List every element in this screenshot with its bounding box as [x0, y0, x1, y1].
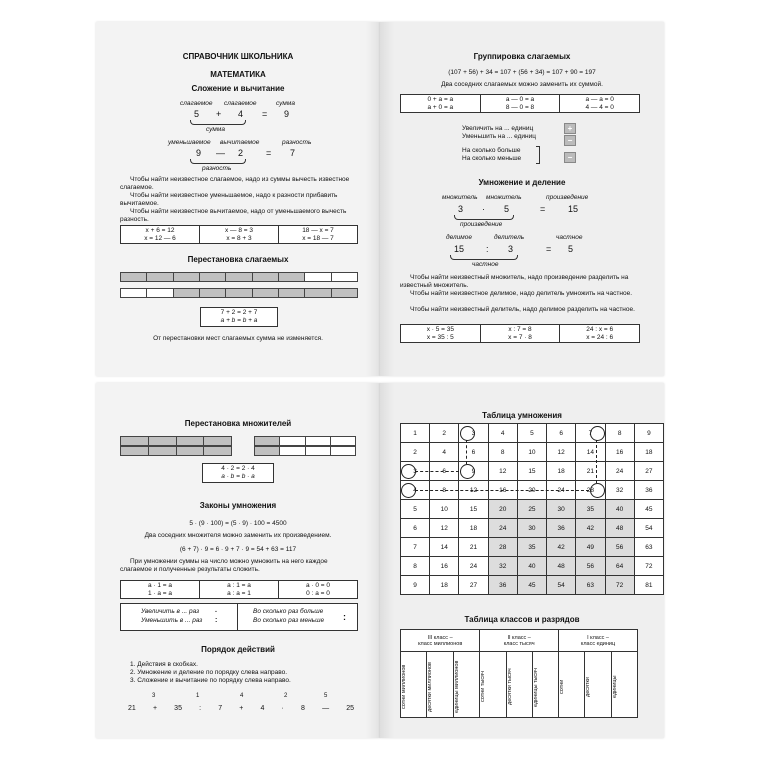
divisor-label: делитель [494, 234, 525, 241]
increase-times: Увеличить в ... раз [141, 608, 200, 615]
mult-table-cell: 35 [517, 538, 546, 557]
order-mark-2: 1 [196, 693, 200, 699]
associative-law: 5 · (9 · 100) = (5 · 9) · 100 = 4500 [189, 520, 287, 527]
mult-table-row [401, 557, 664, 576]
mult-table-cell: 40 [517, 557, 546, 576]
add-num-2: 4 [238, 109, 244, 119]
mult-table-cell: 6 [430, 462, 459, 481]
mult-table-cell: 56 [576, 557, 605, 576]
mult-table-cell: 10 [517, 443, 546, 462]
order-token: 4 [260, 705, 265, 712]
muldiv-example-1: x · 5 = 35 x = 35 : 5 [401, 325, 481, 342]
circle-marker [460, 464, 475, 479]
mult-table-cell: 14 [430, 538, 459, 557]
order-mark-4: 2 [284, 693, 288, 699]
add-eq: = [262, 109, 268, 119]
div-eq: = [546, 244, 552, 254]
how-many-times-less: Во сколько раз меньше [253, 617, 325, 624]
div-num-2: 3 [508, 244, 514, 254]
associative-rule: Два соседних множителя можно заменить их произведением. [144, 532, 332, 539]
mult-table-row [401, 538, 664, 557]
commutative-addition-box [200, 307, 278, 327]
mult-table-cell: 9 [634, 424, 663, 443]
digit-tens: десятки [585, 677, 592, 697]
product-label-top: произведение [546, 194, 589, 201]
commutative-addition-formula: a + b = b + a [220, 317, 258, 324]
mult-table-cell: 42 [547, 538, 576, 557]
mult-table-cell: 5 [517, 424, 546, 443]
sum-label-top: сумма [276, 100, 295, 107]
dashed-guide [466, 440, 467, 464]
mult-table-cell: 20 [488, 500, 517, 519]
section-title-mult-laws: Законы умножения [199, 501, 277, 510]
mult-table-cell: 21 [459, 538, 488, 557]
commutative-addition-rule: От перестановки мест слагаемых сумма не изменяется. [153, 335, 323, 342]
mult-table-cell: 6 [459, 443, 488, 462]
mult-table-cell: 30 [517, 519, 546, 538]
mult-table-cell: 8 [488, 443, 517, 462]
sub-result: 7 [290, 148, 296, 158]
subject-title: МАТЕМАТИКА [210, 70, 266, 79]
commutative-addition-example: 7 + 2 = 2 + 7 [220, 309, 258, 316]
factor-label-1: множитель [442, 194, 478, 201]
mult-table-cell: 35 [576, 500, 605, 519]
class-units-header: I класс – класс единиц [559, 630, 638, 652]
mul-eq: = [540, 204, 546, 214]
sum-label-bottom: сумма [206, 126, 225, 133]
product-brace [454, 215, 514, 220]
section-title-mult-table: Таблица умножения [482, 411, 562, 420]
rule-unknown-dividend: Чтобы найти неизвестное делимое, надо делитель умножить на частное. [410, 290, 633, 297]
minus-icon: − [564, 135, 576, 146]
product-label-bottom: произведение [460, 221, 503, 228]
mult-table-cell: 54 [547, 576, 576, 595]
mult-table-cell: 4 [401, 481, 430, 500]
difference-label-top: разность [282, 139, 312, 146]
circle-marker [401, 464, 416, 479]
factor-bar-right-bottom [254, 446, 356, 456]
mult-table-row [401, 500, 664, 519]
mult-table-cell: 42 [576, 519, 605, 538]
mult-table-cell: 36 [547, 519, 576, 538]
factor-bar-left-bottom [120, 446, 232, 456]
rule-unknown-factor: Чтобы найти неизвестный множитель, надо произведение разделить на известный множитель. [400, 274, 629, 289]
mult-table-cell: 63 [576, 576, 605, 595]
mult-table-cell: 12 [488, 462, 517, 481]
mult-table-cell: 8 [605, 424, 634, 443]
order-mark-5: 5 [324, 693, 328, 699]
order-token: 35 [174, 705, 182, 712]
mult-table-cell: 40 [605, 500, 634, 519]
section-title-addsub: Сложение и вычитание [191, 84, 285, 93]
commutative-mult-formula: a · b = b · a [221, 473, 255, 480]
mult-table-cell: 7 [401, 538, 430, 557]
mult-table-cell: 32 [488, 557, 517, 576]
mul-result: 15 [568, 204, 579, 214]
mult-table-cell: 28 [488, 538, 517, 557]
zero-prop-2: a — 0 = a 8 — 0 = 8 [481, 95, 561, 112]
mult-table-cell: 3 [459, 424, 488, 443]
section-title-classes: Таблица классов и разрядов [464, 615, 580, 624]
bar-diagram-bottom [120, 288, 358, 298]
example-2: x — 8 = 3 x = 8 + 3 [200, 226, 279, 243]
page-addition-subtraction [96, 22, 380, 376]
compare-bracket [536, 146, 540, 164]
order-token: 8 [301, 705, 305, 712]
mul-op: · [482, 204, 485, 214]
mult-table-row [401, 443, 664, 462]
mult-table-cell: 64 [605, 557, 634, 576]
examples-box [120, 225, 358, 244]
circle-marker [460, 426, 475, 441]
rule-unknown-subtrahend: Чтобы найти неизвестное вычитаемое, надо от уменьшаемого вычесть разность. [120, 208, 347, 223]
factor-bar-left-top [120, 436, 232, 446]
identity-properties-box [120, 580, 358, 599]
addend-label-2: слагаемое [224, 100, 257, 107]
rule-unknown-addend: Чтобы найти неизвестное слагаемое, надо из суммы вычесть известное слагаемое. [120, 176, 350, 191]
mult-table-cell: 4 [430, 443, 459, 462]
order-token: + [152, 705, 158, 712]
mult-table-cell: 48 [605, 519, 634, 538]
sub-num-1: 9 [196, 148, 202, 158]
mult-table-cell: 9 [401, 576, 430, 595]
mult-table-cell: 56 [605, 538, 634, 557]
digit-ten-thousands: десятки тысяч [506, 668, 513, 706]
mult-table-cell: 18 [634, 443, 663, 462]
mult-table-cell: 45 [634, 500, 663, 519]
div-result: 5 [568, 244, 574, 254]
identity-prop-1: a · 1 = a 1 · a = a [121, 581, 200, 598]
mult-table-cell: 8 [401, 557, 430, 576]
grouping-equation: (107 + 56) + 34 = 107 + (56 + 34) = 107 + 90 = 197 [448, 69, 596, 76]
mult-table-cell: 18 [459, 519, 488, 538]
class-thousands-header: II класс – класс тысяч [480, 630, 559, 652]
minuend-label: уменьшаемое [168, 139, 211, 146]
increase-by-units: Увеличить на ... единиц [462, 125, 534, 132]
digit-units: единицы [611, 675, 618, 699]
mult-table-cell: 2 [430, 424, 459, 443]
mult-table-cell: 7 [576, 424, 605, 443]
mult-table-cell: 63 [634, 538, 663, 557]
mult-table-cell: 81 [634, 576, 663, 595]
order-token: — [322, 705, 330, 712]
difference-label-bottom: разность [202, 165, 232, 172]
distributive-law: (6 + 7) · 9 = 6 · 9 + 7 · 9 = 54 + 63 = 117 [179, 546, 297, 553]
example-1: x + 6 = 12 x = 12 — 6 [121, 226, 200, 243]
mult-table-cell: 24 [547, 481, 576, 500]
order-token: 25 [346, 705, 354, 712]
how-much-more: На сколько больше [462, 147, 521, 154]
mult-table-row [401, 519, 664, 538]
mult-table-cell: 32 [605, 481, 634, 500]
zero-properties-box [400, 94, 640, 113]
div-op: : [486, 244, 489, 254]
mult-table-cell: 12 [547, 443, 576, 462]
distributive-rule: При умножении суммы на число можно умножить на него каждое слагаемое и полученные результаты сложить. [120, 558, 328, 573]
mult-table-cell: 48 [547, 557, 576, 576]
mult-table-cell: 6 [547, 424, 576, 443]
mult-table-cell: 2 [401, 443, 430, 462]
mult-table-cell: 28 [576, 481, 605, 500]
difference-brace [190, 159, 246, 164]
circle-marker [590, 426, 605, 441]
rule-unknown-divisor: Чтобы найти неизвестный делитель, надо делимое разделить на частное. [410, 306, 635, 313]
circle-marker [590, 483, 605, 498]
mult-table-cell: 12 [430, 519, 459, 538]
add-num-1: 5 [194, 109, 200, 119]
zero-prop-3: a — a = 0 4 — 4 = 0 [585, 96, 614, 111]
order-token: · [281, 705, 284, 712]
classes-table [400, 629, 638, 718]
muldiv-example-2: x : 7 = 8 x = 7 · 8 [481, 325, 561, 342]
order-mark-3: 4 [240, 693, 244, 699]
order-token: 21 [128, 705, 136, 712]
times-marks-icon: · : [215, 609, 218, 624]
order-token: + [239, 705, 244, 712]
order-expression [128, 705, 354, 712]
factor-bar-right-top [254, 436, 356, 446]
mult-table-cell: 12 [459, 481, 488, 500]
box-divider [237, 604, 238, 630]
mult-table-cell: 30 [547, 500, 576, 519]
add-result: 9 [284, 109, 290, 119]
mult-table-cell: 15 [459, 500, 488, 519]
dashed-guide [415, 490, 589, 491]
order-rule-2: 2. Умножение и деление по порядку слева направо. [130, 669, 288, 676]
mult-table-cell: 16 [430, 557, 459, 576]
section-title-muldiv: Умножение и деление [478, 178, 566, 187]
mult-table-cell: 24 [605, 462, 634, 481]
order-rule-1: 1. Действия в скобках. [130, 661, 198, 668]
div-num-1: 15 [454, 244, 465, 254]
mult-table-cell: 8 [430, 481, 459, 500]
quotient-label-bottom: частное [472, 261, 499, 268]
mult-table-cell: 16 [488, 481, 517, 500]
mul-num-1: 3 [458, 204, 464, 214]
mult-table-cell: 25 [517, 500, 546, 519]
mult-table-cell: 1 [401, 424, 430, 443]
sub-op: — [216, 148, 225, 158]
mult-table-cell: 14 [576, 443, 605, 462]
sum-brace [190, 120, 246, 125]
factor-label-2: множитель [486, 194, 522, 201]
mult-table-cell: 20 [517, 481, 546, 500]
book-title: СПРАВОЧНИК ШКОЛЬНИКА [182, 52, 294, 61]
zero-prop-1: 0 + a = a a + 0 = a [401, 95, 481, 112]
digit-thousands: единицы тысяч [532, 667, 539, 707]
mult-table-cell: 9 [459, 462, 488, 481]
section-title-factor-permutation: Перестановка множителей [184, 419, 292, 428]
decrease-times: Уменьшить в ... раз [141, 617, 203, 624]
mult-table-cell: 45 [517, 576, 546, 595]
order-mark-1: 3 [152, 693, 156, 699]
mult-table-cell: 72 [634, 557, 663, 576]
mult-table-cell: 36 [488, 576, 517, 595]
mult-table-cell: 16 [605, 443, 634, 462]
grouping-rule: Два соседних слагаемых можно заменить их суммой. [441, 81, 603, 88]
plus-icon: + [564, 123, 576, 134]
mult-table-cell: 5 [401, 500, 430, 519]
section-title-grouping: Группировка слагаемых [473, 52, 571, 61]
how-many-times-more: Во сколько раз больше [253, 608, 324, 615]
identity-prop-3: a · 0 = 0 0 : a = 0 [305, 582, 331, 597]
dividend-label: делимое [446, 234, 472, 241]
mult-table-cell: 27 [634, 462, 663, 481]
mult-table-cell: 27 [459, 576, 488, 595]
page-grouping-multiplication [380, 22, 664, 376]
digit-ten-millions: десятки миллионов [427, 662, 434, 712]
mul-num-2: 5 [504, 204, 510, 214]
sub-eq: = [266, 148, 272, 158]
class-millions-header: III класс – класс миллионов [401, 630, 480, 652]
page-gutter-shadow [380, 383, 394, 738]
order-token: : [199, 705, 202, 712]
muldiv-example-3: 24 : x = 6 x = 24 : 6 [586, 326, 614, 341]
order-rule-3: 3. Сложение и вычитание по порядку слева направо. [130, 677, 291, 684]
bar-diagram-top [120, 272, 358, 282]
how-much-less: На сколько меньше [462, 155, 522, 162]
order-token: 7 [218, 705, 223, 712]
mult-table-cell: 54 [634, 519, 663, 538]
digit-hundred-millions: сотни миллионов [401, 664, 407, 710]
multiplication-table [400, 423, 664, 595]
mult-table-cell: 21 [576, 462, 605, 481]
decrease-by-units: Уменьшить на ... единиц [462, 133, 536, 140]
digit-hundreds: сотни [559, 679, 566, 695]
times-comparison-box [120, 603, 358, 631]
dashed-guide [415, 471, 459, 472]
quotient-label-top: частное [556, 234, 583, 241]
sub-num-2: 2 [238, 148, 244, 158]
example-3: 18 — x = 7 x = 18 — 7 [302, 227, 334, 242]
mult-table-cell: 24 [459, 557, 488, 576]
section-title-addend-permutation: Перестановка слагаемых [187, 255, 289, 264]
dashed-guide [596, 440, 597, 483]
page-multiplication-table [380, 383, 664, 738]
digit-millions: единицы миллионов [453, 660, 460, 714]
mult-table-row [401, 576, 664, 595]
mult-table-cell: 3 [401, 462, 430, 481]
quotient-brace [450, 255, 518, 260]
commutative-mult-box [202, 463, 274, 483]
mult-table-cell: 6 [401, 519, 430, 538]
muldiv-examples-box [400, 324, 640, 343]
mult-table-cell: 18 [547, 462, 576, 481]
minus-icon-compare: − [564, 152, 576, 163]
section-title-order: Порядок действий [201, 645, 275, 654]
digit-hundred-thousands: сотни тысяч [480, 671, 487, 703]
mult-table-cell: 15 [517, 462, 546, 481]
addend-label-1: слагаемое [180, 100, 213, 107]
mult-table-cell: 36 [634, 481, 663, 500]
circle-marker [401, 483, 416, 498]
subtrahend-label: вычитаемое [220, 139, 260, 146]
mult-table-cell: 10 [430, 500, 459, 519]
mult-table-cell: 4 [488, 424, 517, 443]
commutative-mult-example: 4 · 2 = 2 · 4 [221, 465, 255, 472]
page-gutter-shadow [366, 383, 380, 738]
add-op: + [216, 109, 222, 119]
divide-mark-icon: : [343, 612, 346, 622]
page-multiplication-laws [96, 383, 380, 738]
mult-table-cell: 18 [430, 576, 459, 595]
rule-unknown-minuend: Чтобы найти неизвестное уменьшаемое, надо к разности прибавить вычитаемое. [120, 192, 338, 207]
mult-table-cell: 72 [605, 576, 634, 595]
mult-table-row [401, 424, 664, 443]
mult-table-cell: 24 [488, 519, 517, 538]
mult-table-cell: 49 [576, 538, 605, 557]
identity-prop-2: a : 1 = a a : a = 1 [200, 581, 279, 598]
